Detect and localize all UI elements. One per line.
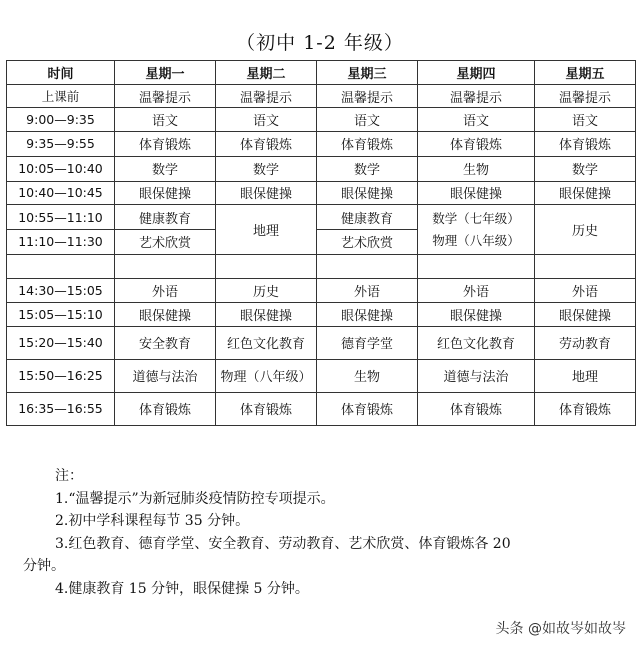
note-item: 2.初中学科课程每节 35 分钟。 bbox=[55, 513, 250, 529]
time-cell: 9:35—9:55 bbox=[7, 132, 115, 157]
time-cell: 上课前 bbox=[7, 84, 115, 108]
schedule-title: （初中 1-2 年级） bbox=[236, 32, 404, 54]
class-cell: 体育锻炼 bbox=[216, 132, 317, 157]
class-cell: 外语 bbox=[115, 279, 216, 303]
time-cell: 10:55—11:10 bbox=[7, 205, 115, 230]
table-row bbox=[7, 326, 636, 359]
header-tue: 星期二 bbox=[216, 61, 317, 85]
table-row bbox=[7, 132, 636, 157]
note-item: 4.健康教育 15 分钟，眼保健操 5 分钟。 bbox=[55, 580, 309, 597]
time-cell: 16:35—16:55 bbox=[7, 392, 115, 425]
table-row bbox=[7, 392, 636, 425]
class-cell: 眼保健操 bbox=[535, 303, 636, 327]
class-cell: 外语 bbox=[317, 279, 418, 303]
notes-section bbox=[23, 465, 623, 600]
class-cell: 数学 bbox=[317, 156, 418, 181]
class-cell: 道德与法治 bbox=[115, 359, 216, 392]
watermark: 头条 @如故岑如故岑 bbox=[495, 621, 626, 637]
table-row bbox=[7, 359, 636, 392]
time-cell: 9:00—9:35 bbox=[7, 108, 115, 132]
class-cell: 体育锻炼 bbox=[535, 392, 636, 425]
class-cell: 体育锻炼 bbox=[317, 392, 418, 425]
table-row bbox=[7, 108, 636, 132]
table-row bbox=[7, 84, 636, 108]
class-cell: 眼保健操 bbox=[115, 303, 216, 327]
header-mon: 星期一 bbox=[115, 61, 216, 85]
class-cell: 地理 bbox=[535, 359, 636, 392]
note-item: 3.红色教育、德育学堂、安全教育、劳动教育、艺术欣赏、体育锻炼各 20 bbox=[55, 535, 511, 552]
class-cell: 体育锻炼 bbox=[535, 132, 636, 157]
note-item: 1.“温馨提示”为新冠肺炎疫情防控专项提示。 bbox=[55, 490, 335, 507]
time-cell: 10:40—10:45 bbox=[7, 181, 115, 205]
time-cell: 15:05—15:10 bbox=[7, 303, 115, 327]
class-cell: 历史 bbox=[216, 279, 317, 303]
class-cell: 体育锻炼 bbox=[317, 132, 418, 157]
class-cell: 健康教育 bbox=[317, 205, 418, 230]
table-row bbox=[7, 279, 636, 303]
empty-cell bbox=[115, 254, 216, 279]
class-cell: 眼保健操 bbox=[418, 303, 535, 327]
class-cell: 体育锻炼 bbox=[115, 392, 216, 425]
class-cell: 生物 bbox=[317, 359, 418, 392]
empty-cell bbox=[7, 254, 115, 279]
table-row bbox=[7, 303, 636, 327]
header-fri: 星期五 bbox=[535, 61, 636, 85]
empty-cell bbox=[418, 254, 535, 279]
class-cell-split bbox=[418, 205, 535, 254]
class-cell: 健康教育 bbox=[115, 205, 216, 230]
class-cell: 道德与法治 bbox=[418, 359, 535, 392]
class-cell: 物理（八年级） bbox=[216, 359, 317, 392]
class-cell: 艺术欣赏 bbox=[317, 230, 418, 255]
class-cell: 数学 bbox=[216, 156, 317, 181]
class-cell: 温馨提示 bbox=[317, 84, 418, 108]
class-cell: 眼保健操 bbox=[535, 181, 636, 205]
table-row bbox=[7, 181, 636, 205]
class-cell: 德育学堂 bbox=[317, 326, 418, 359]
class-cell: 地理 bbox=[216, 205, 317, 254]
class-cell: 红色文化教育 bbox=[418, 326, 535, 359]
class-cell: 温馨提示 bbox=[115, 84, 216, 108]
header-time: 时间 bbox=[7, 61, 115, 85]
table-row bbox=[7, 205, 636, 230]
class-cell: 体育锻炼 bbox=[418, 392, 535, 425]
class-cell: 语文 bbox=[317, 108, 418, 132]
class-cell: 外语 bbox=[535, 279, 636, 303]
class-line: 物理（八年级） bbox=[432, 232, 520, 248]
class-cell: 生物 bbox=[418, 156, 535, 181]
class-cell: 体育锻炼 bbox=[216, 392, 317, 425]
class-cell: 外语 bbox=[418, 279, 535, 303]
empty-cell bbox=[216, 254, 317, 279]
class-cell: 艺术欣赏 bbox=[115, 230, 216, 255]
class-cell: 温馨提示 bbox=[216, 84, 317, 108]
class-cell: 眼保健操 bbox=[216, 181, 317, 205]
time-cell: 15:50—16:25 bbox=[7, 359, 115, 392]
header-thu: 星期四 bbox=[418, 61, 535, 85]
class-cell: 眼保健操 bbox=[317, 303, 418, 327]
class-cell: 语文 bbox=[216, 108, 317, 132]
class-line: 数学（七年级） bbox=[432, 210, 520, 226]
class-cell: 温馨提示 bbox=[535, 84, 636, 108]
class-cell: 语文 bbox=[418, 108, 535, 132]
header-wed: 星期三 bbox=[317, 61, 418, 85]
class-cell: 体育锻炼 bbox=[418, 132, 535, 157]
class-cell: 数学 bbox=[535, 156, 636, 181]
note-item-continuation: 分钟。 bbox=[23, 558, 65, 574]
class-cell: 历史 bbox=[535, 205, 636, 254]
empty-cell bbox=[317, 254, 418, 279]
lunch-break-row bbox=[7, 254, 636, 279]
class-cell: 眼保健操 bbox=[216, 303, 317, 327]
class-cell: 温馨提示 bbox=[418, 84, 535, 108]
notes-heading: 注： bbox=[55, 468, 83, 484]
time-cell: 14:30—15:05 bbox=[7, 279, 115, 303]
class-cell: 语文 bbox=[535, 108, 636, 132]
class-cell: 安全教育 bbox=[115, 326, 216, 359]
empty-cell bbox=[535, 254, 636, 279]
class-cell: 眼保健操 bbox=[317, 181, 418, 205]
class-cell: 体育锻炼 bbox=[115, 132, 216, 157]
schedule-table bbox=[6, 60, 636, 426]
table-row bbox=[7, 156, 636, 181]
time-cell: 11:10—11:30 bbox=[7, 230, 115, 255]
class-cell: 红色文化教育 bbox=[216, 326, 317, 359]
time-cell: 15:20—15:40 bbox=[7, 326, 115, 359]
class-cell: 眼保健操 bbox=[418, 181, 535, 205]
header-row bbox=[7, 61, 636, 85]
class-cell: 眼保健操 bbox=[115, 181, 216, 205]
time-cell: 10:05—10:40 bbox=[7, 156, 115, 181]
class-cell: 语文 bbox=[115, 108, 216, 132]
class-cell: 劳动教育 bbox=[535, 326, 636, 359]
class-cell: 数学 bbox=[115, 156, 216, 181]
